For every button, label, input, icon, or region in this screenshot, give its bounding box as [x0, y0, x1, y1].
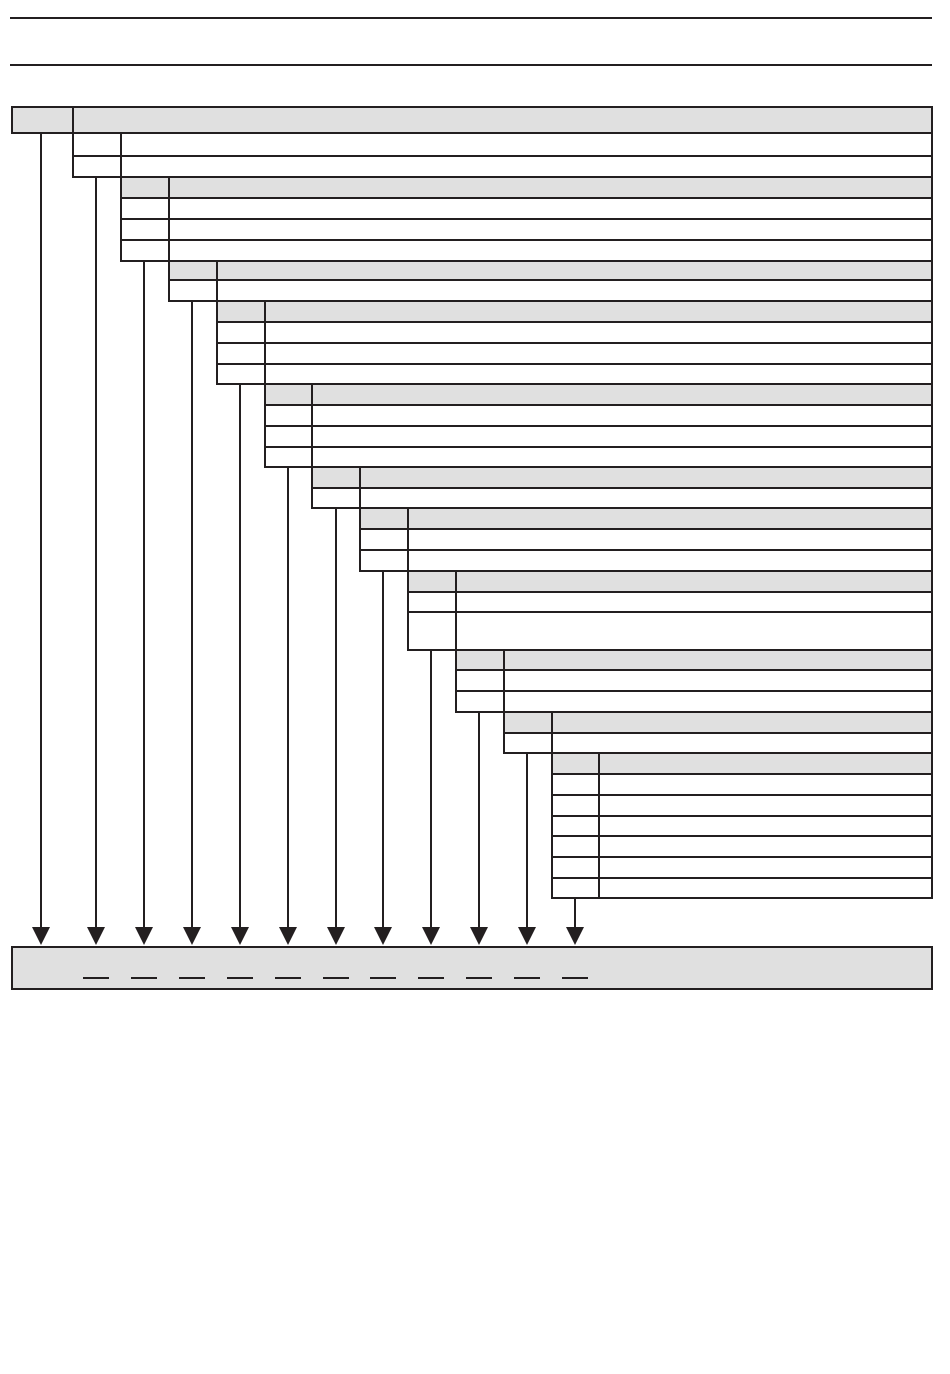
table-1-header-code-cell: [12, 107, 73, 133]
table-9-row-text-cell: [504, 691, 932, 712]
table-7-row-code-cell: [360, 550, 408, 571]
table-11-row-text-cell: [599, 795, 932, 816]
table-6-header-code-cell: [312, 467, 360, 488]
table-10-header-code-cell: [504, 712, 552, 733]
table-4-row-text-cell: [265, 364, 932, 384]
result-row: [12, 947, 932, 989]
table-11-row-text-cell: [599, 816, 932, 836]
table-2-row-text-cell: [169, 219, 932, 240]
option-table-10: [504, 712, 932, 753]
table-8-header-code-cell: [408, 571, 456, 592]
table-8-row-text-cell: [456, 612, 932, 650]
table-1-row-text-cell: [121, 156, 932, 177]
option-tables: [12, 107, 932, 898]
table-11-row-code-cell: [552, 857, 599, 878]
table-9-row-text-cell: [504, 670, 932, 691]
table-8-row-code-cell: [408, 612, 456, 650]
option-table-11: [552, 753, 932, 898]
table-11-header-code-cell: [552, 753, 599, 774]
table-2-row-code-cell: [121, 198, 169, 219]
arrow-down-icon: [87, 927, 105, 945]
table-4-header-code-cell: [217, 301, 265, 322]
table-4-row-code-cell: [217, 322, 265, 343]
table-11-row-code-cell: [552, 774, 599, 795]
table-2-row-code-cell: [121, 219, 169, 240]
table-10-row-text-cell: [552, 733, 932, 753]
table-1-row-code-cell: [73, 156, 121, 177]
table-5-row-text-cell: [312, 405, 932, 426]
table-9-row-code-cell: [456, 691, 504, 712]
arrow-down-icon: [32, 927, 50, 945]
option-table-5: [265, 384, 932, 467]
table-8-header-text-cell: [456, 571, 932, 592]
arrow-down-icon: [231, 927, 249, 945]
option-table-2: [121, 177, 932, 261]
table-10-row-code-cell: [504, 733, 552, 753]
table-7-row-text-cell: [408, 529, 932, 550]
table-5-header-code-cell: [265, 384, 312, 405]
table-6-header-text-cell: [360, 467, 932, 488]
arrow-down-icon: [422, 927, 440, 945]
option-table-1: [12, 107, 932, 177]
table-2-header-text-cell: [169, 177, 932, 198]
table-7-row-code-cell: [360, 529, 408, 550]
table-4-row-code-cell: [217, 364, 265, 384]
table-6-row-code-cell: [312, 488, 360, 508]
table-6-row-text-cell: [360, 488, 932, 508]
arrow-down-icon: [135, 927, 153, 945]
table-2-row-code-cell: [121, 240, 169, 261]
table-9-header-text-cell: [504, 650, 932, 670]
table-7-header-text-cell: [408, 508, 932, 529]
arrow-down-icon: [566, 927, 584, 945]
table-11-row-text-cell: [599, 878, 932, 898]
option-table-6: [312, 467, 932, 508]
table-11-row-text-cell: [599, 774, 932, 795]
result-box: [12, 947, 932, 989]
table-11-header-text-cell: [599, 753, 932, 774]
table-8-row-code-cell: [408, 592, 456, 612]
table-5-row-code-cell: [265, 426, 312, 447]
table-1-header-text-cell: [73, 107, 932, 133]
table-11-row-text-cell: [599, 857, 932, 878]
arrow-down-icon: [183, 927, 201, 945]
table-3-row-code-cell: [169, 280, 217, 301]
option-table-9: [456, 650, 932, 712]
table-7-header-code-cell: [360, 508, 408, 529]
arrow-down-icon: [279, 927, 297, 945]
table-5-row-code-cell: [265, 405, 312, 426]
table-5-header-text-cell: [312, 384, 932, 405]
arrow-down-icon: [470, 927, 488, 945]
table-3-row-text-cell: [217, 280, 932, 301]
table-1-row-text-cell: [121, 133, 932, 156]
table-5-row-text-cell: [312, 447, 932, 467]
table-3-header-code-cell: [169, 261, 217, 280]
table-4-row-text-cell: [265, 343, 932, 364]
table-10-header-text-cell: [552, 712, 932, 733]
table-9-header-code-cell: [456, 650, 504, 670]
table-1-row-code-cell: [73, 133, 121, 156]
table-5-row-code-cell: [265, 447, 312, 467]
table-5-row-text-cell: [312, 426, 932, 447]
table-4-row-text-cell: [265, 322, 932, 343]
arrow-down-icon: [327, 927, 345, 945]
table-7-row-text-cell: [408, 550, 932, 571]
arrow-down-icon: [374, 927, 392, 945]
table-2-row-text-cell: [169, 198, 932, 219]
table-2-row-text-cell: [169, 240, 932, 261]
option-table-7: [360, 508, 932, 571]
table-4-header-text-cell: [265, 301, 932, 322]
table-11-row-code-cell: [552, 878, 599, 898]
table-8-row-text-cell: [456, 592, 932, 612]
table-4-row-code-cell: [217, 343, 265, 364]
table-11-row-code-cell: [552, 816, 599, 836]
table-3-header-text-cell: [217, 261, 932, 280]
table-11-row-code-cell: [552, 795, 599, 816]
table-2-header-code-cell: [121, 177, 169, 198]
table-11-row-code-cell: [552, 836, 599, 857]
option-table-8: [408, 571, 932, 650]
option-table-3: [169, 261, 932, 301]
option-table-4: [217, 301, 932, 384]
arrow-down-icon: [518, 927, 536, 945]
table-9-row-code-cell: [456, 670, 504, 691]
table-11-row-text-cell: [599, 836, 932, 857]
